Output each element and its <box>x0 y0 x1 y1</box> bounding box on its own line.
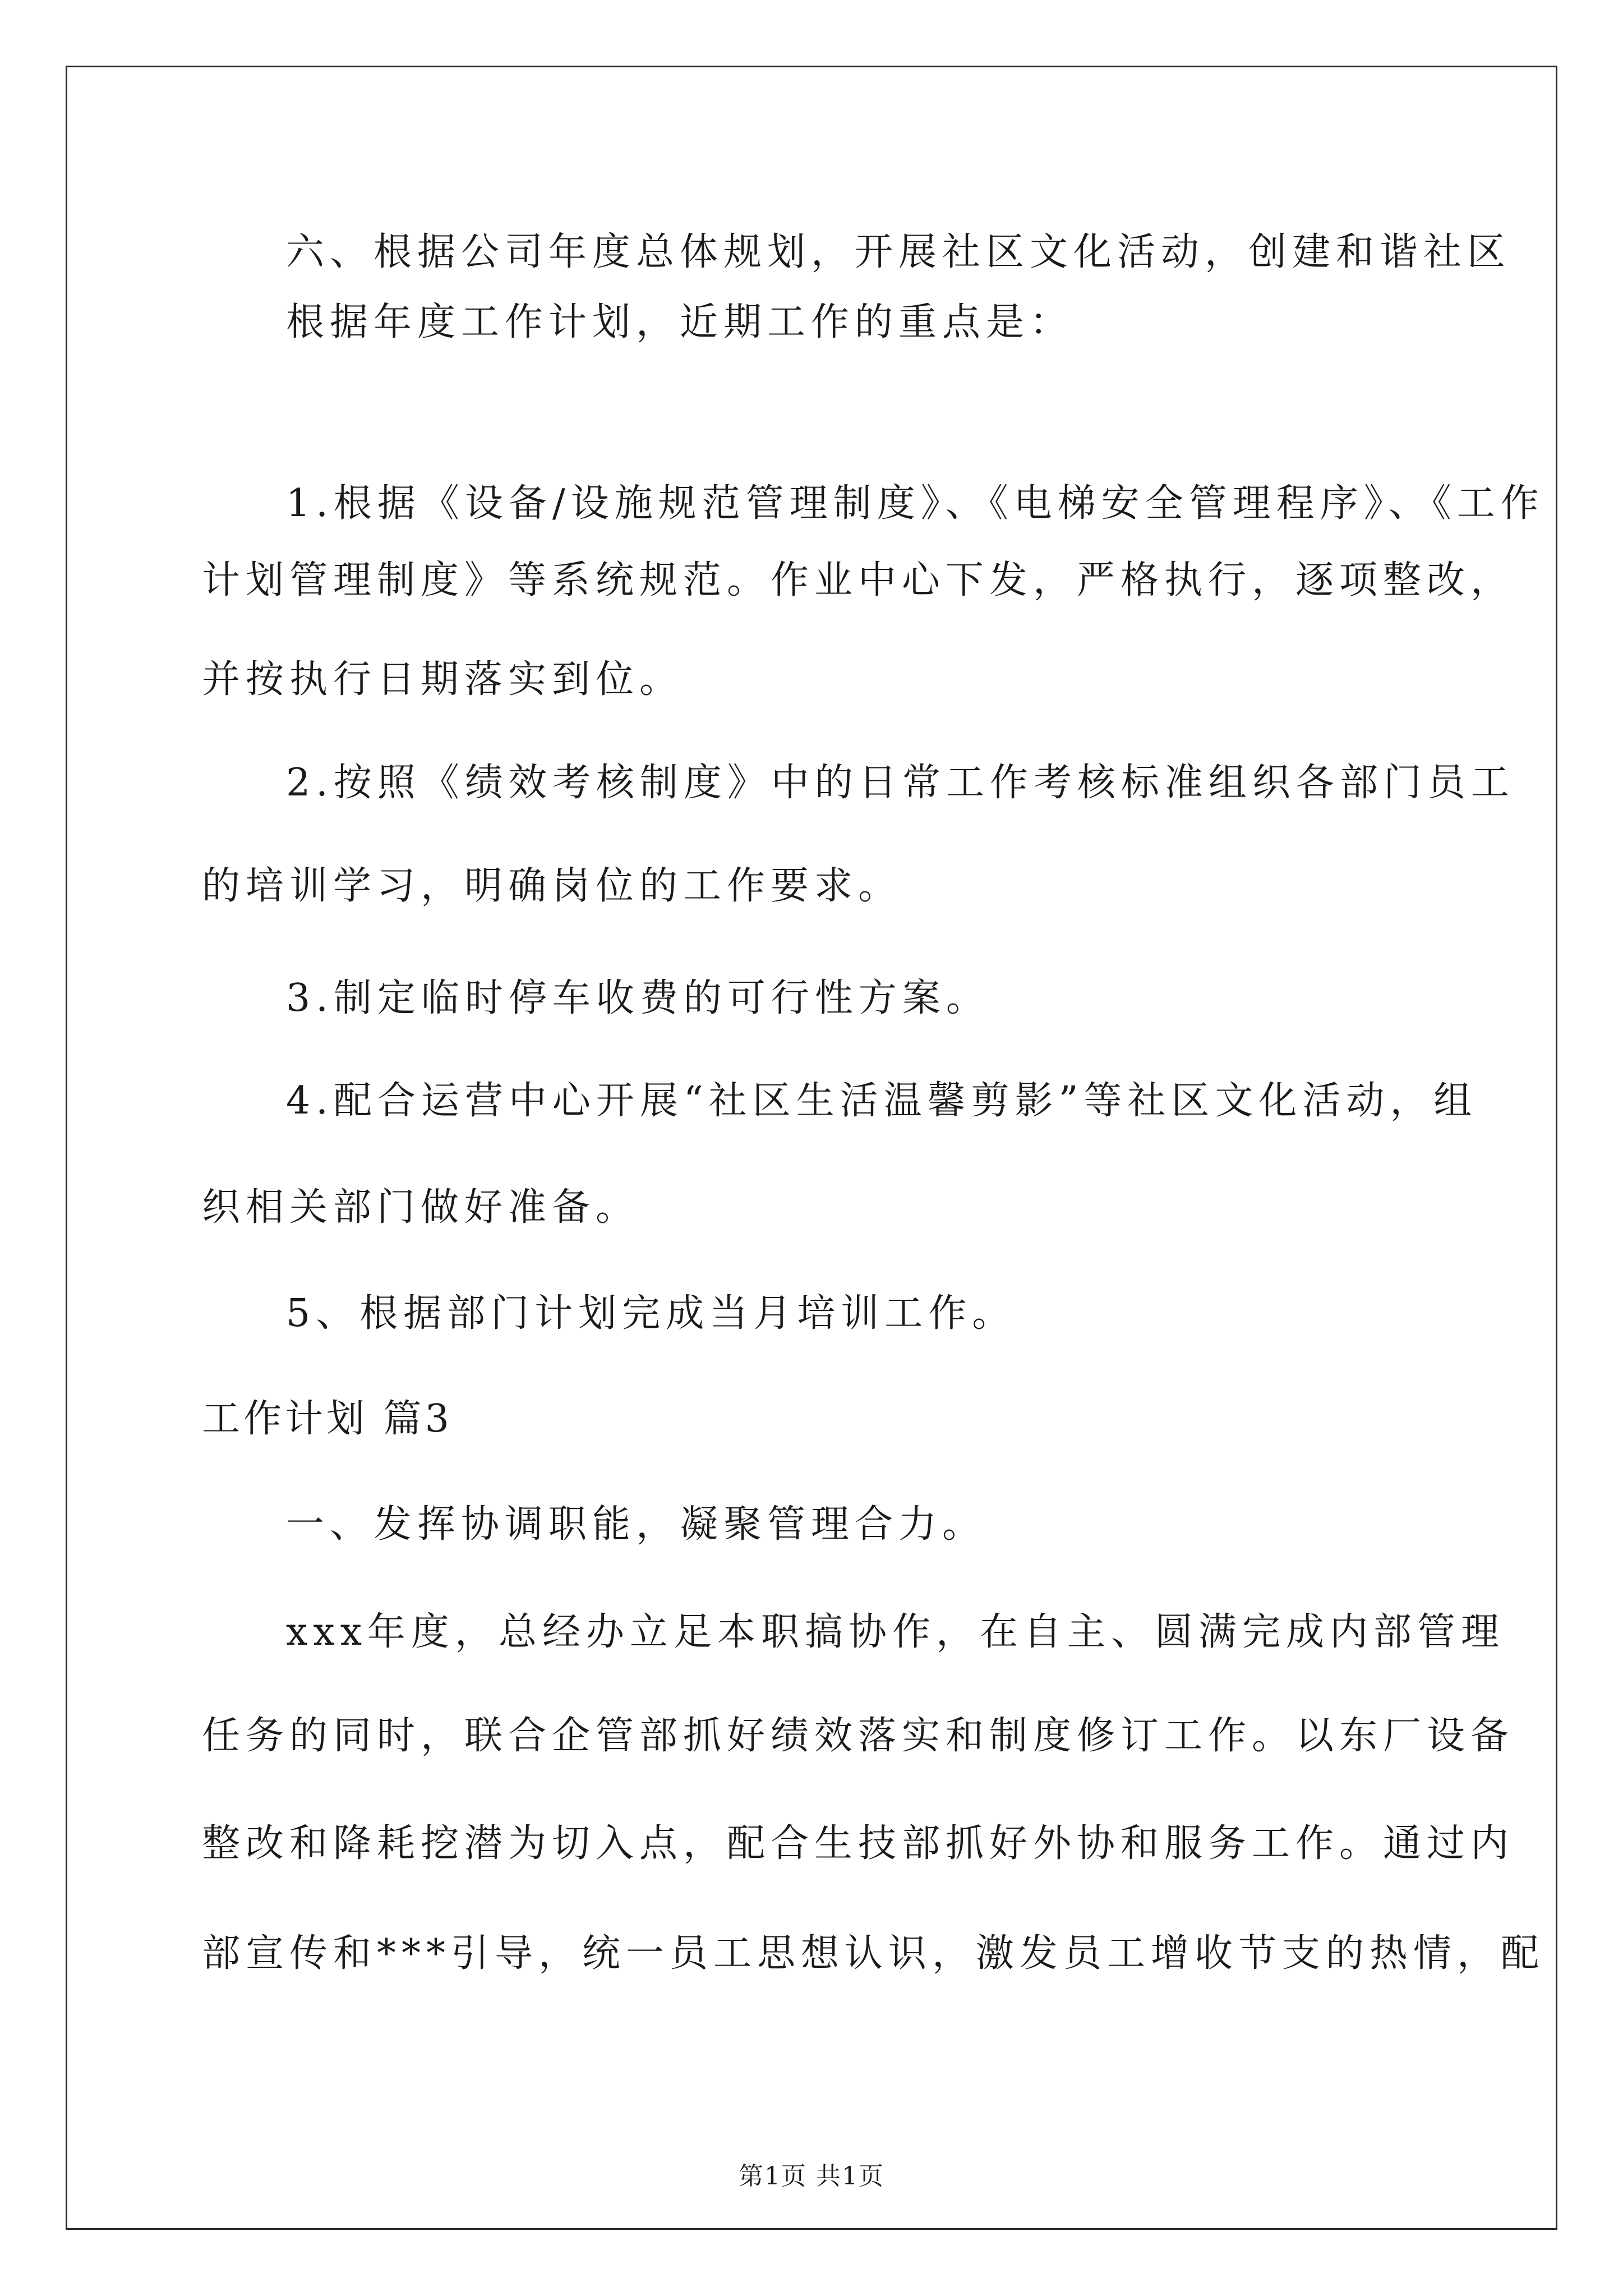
paragraph-line-6: 2.按照《绩效考核制度》中的日常工作考核标准组织各部门员工 <box>286 761 1515 805</box>
section-heading: 工作计划 篇3 <box>202 1397 453 1441</box>
paragraph-line-5: 并按执行日期落实到位。 <box>202 657 684 702</box>
paragraph-line-11: 5、根据部门计划完成当月培训工作。 <box>286 1291 1016 1336</box>
paragraph-line-9: 4.配合运营中心开展“社区生活温馨剪影”等社区文化活动，组 <box>286 1079 1478 1123</box>
paragraph-line-14: xxx年度，总经办立足本职搞协作，在自主、圆满完成内部管理 <box>286 1610 1505 1654</box>
page-number-footer: 第1页 共1页 <box>739 2162 884 2191</box>
paragraph-line-16: 整改和降耗挖潜为切入点，配合生技部抓好外协和服务工作。通过内 <box>202 1821 1515 1866</box>
paragraph-line-4: 计划管理制度》等系统规范。作业中心下发，严格执行，逐项整改， <box>202 558 1515 602</box>
paragraph-line-1: 六、根据公司年度总体规划，开展社区文化活动，创建和谐社区 <box>286 230 1511 274</box>
paragraph-line-17: 部宣传和***引导，统一员工思想认识，激发员工增收节支的热情，配 <box>202 1931 1545 1976</box>
paragraph-line-7: 的培训学习，明确岗位的工作要求。 <box>202 864 902 908</box>
page-border <box>66 66 1557 2230</box>
paragraph-line-15: 任务的同时，联合企管部抓好绩效落实和制度修订工作。以东厂设备 <box>202 1714 1515 1758</box>
paragraph-line-3: 1.根据《设备/设施规范管理制度》、《电梯安全管理程序》、《工作 <box>286 481 1544 526</box>
paragraph-line-10: 织相关部门做好准备。 <box>202 1185 640 1230</box>
paragraph-line-8: 3.制定临时停车收费的可行性方案。 <box>286 976 990 1020</box>
paragraph-line-13: 一、发挥协调职能，凝聚管理合力。 <box>286 1502 986 1547</box>
paragraph-line-2: 根据年度工作计划，近期工作的重点是： <box>286 300 1074 344</box>
